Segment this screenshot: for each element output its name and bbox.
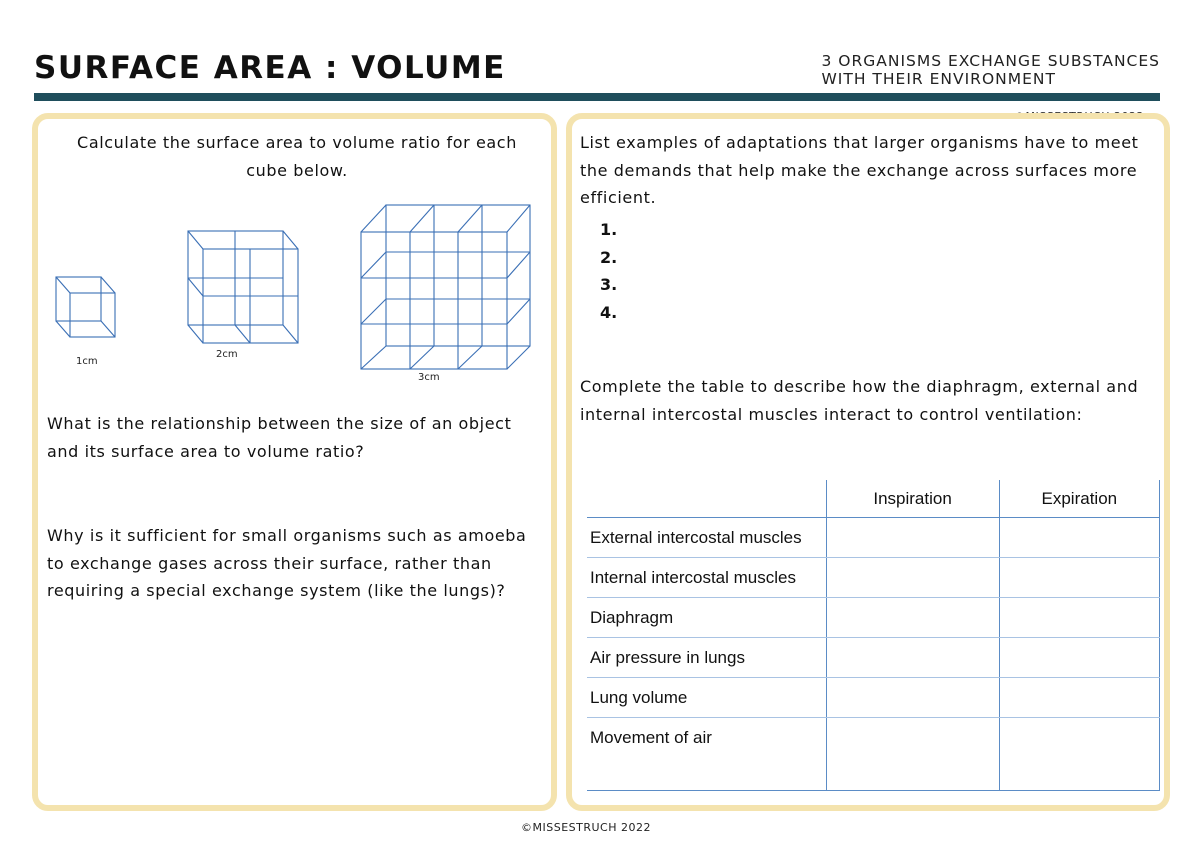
list-item: 3. bbox=[600, 275, 618, 294]
table-row bbox=[587, 678, 1160, 718]
adaptations-prompt: List examples of adaptations that larger organisms have to meet the demands that help make the exchange across surfaces more efficient. bbox=[580, 133, 1139, 207]
list-item: 1. bbox=[600, 220, 618, 239]
expiration-cell[interactable] bbox=[999, 718, 1159, 791]
row-label: Lung volume bbox=[587, 678, 826, 718]
inspiration-cell[interactable] bbox=[826, 638, 999, 678]
cube-1cm bbox=[56, 277, 115, 337]
right-panel bbox=[566, 113, 1170, 811]
inspiration-cell[interactable] bbox=[826, 678, 999, 718]
table-header-blank bbox=[587, 480, 826, 518]
row-label: Diaphragm bbox=[587, 598, 826, 638]
inspiration-cell[interactable] bbox=[826, 718, 999, 791]
expiration-cell[interactable] bbox=[999, 558, 1159, 598]
copyright-bottom bbox=[521, 821, 651, 834]
question-relationship: What is the relationship between the size of an object and its surface area to volume ratio? bbox=[47, 414, 512, 461]
list-item: 2. bbox=[600, 247, 618, 267]
table-row bbox=[587, 718, 1160, 791]
expiration-cell[interactable] bbox=[999, 638, 1159, 678]
inspiration-cell[interactable] bbox=[826, 518, 999, 558]
row-label: Movement of air bbox=[587, 718, 826, 791]
list-item: 4. bbox=[600, 302, 618, 322]
expiration-cell[interactable] bbox=[999, 518, 1159, 558]
table-row bbox=[587, 518, 1160, 558]
copyright-icon: © bbox=[521, 821, 533, 834]
table-header-row bbox=[587, 480, 1160, 518]
table-header-inspiration: Inspiration bbox=[826, 480, 999, 518]
table-header-expiration: Expiration bbox=[999, 480, 1159, 518]
topic-line-1: 3 ORGANISMS EXCHANGE SUBSTANCES bbox=[821, 52, 1160, 70]
cube-3cm bbox=[361, 205, 530, 369]
inspiration-cell[interactable] bbox=[826, 598, 999, 638]
cube-label-1cm: 1cm bbox=[76, 356, 98, 367]
row-label: External intercostal muscles bbox=[587, 518, 826, 558]
cube-instruction: Calculate the surface area to volume ratio for each cube below. bbox=[77, 133, 517, 180]
adaptations-list bbox=[600, 216, 617, 326]
row-label: Internal intercostal muscles bbox=[587, 558, 826, 598]
cube-diagrams bbox=[38, 119, 551, 409]
table-row bbox=[587, 638, 1160, 678]
header-rule bbox=[34, 93, 1160, 101]
table-row bbox=[587, 558, 1160, 598]
table-row bbox=[587, 598, 1160, 638]
cube-label-2cm: 2cm bbox=[216, 349, 238, 360]
cube-2cm bbox=[188, 231, 298, 343]
expiration-cell[interactable] bbox=[999, 598, 1159, 638]
topic-line-2: WITH THEIR ENVIRONMENT bbox=[821, 70, 1056, 88]
page-title: SURFACE AREA : VOLUME bbox=[34, 50, 506, 86]
expiration-cell[interactable] bbox=[999, 678, 1159, 718]
inspiration-cell[interactable] bbox=[826, 558, 999, 598]
question-amoeba: Why is it sufficient for small organisms such as amoeba to exchange gases across their surface, rather than requiring a special exchange system (like the lungs)? bbox=[47, 526, 527, 600]
left-panel bbox=[32, 113, 557, 811]
topic-heading bbox=[821, 52, 1160, 88]
copyright-text: MISSESTRUCH 2022 bbox=[532, 821, 651, 834]
cube-label-3cm: 3cm bbox=[418, 372, 440, 383]
table-prompt: Complete the table to describe how the diaphragm, external and internal intercostal muscles interact to control ventilation: bbox=[580, 377, 1139, 424]
row-label: Air pressure in lungs bbox=[587, 638, 826, 678]
ventilation-table bbox=[587, 480, 1160, 791]
